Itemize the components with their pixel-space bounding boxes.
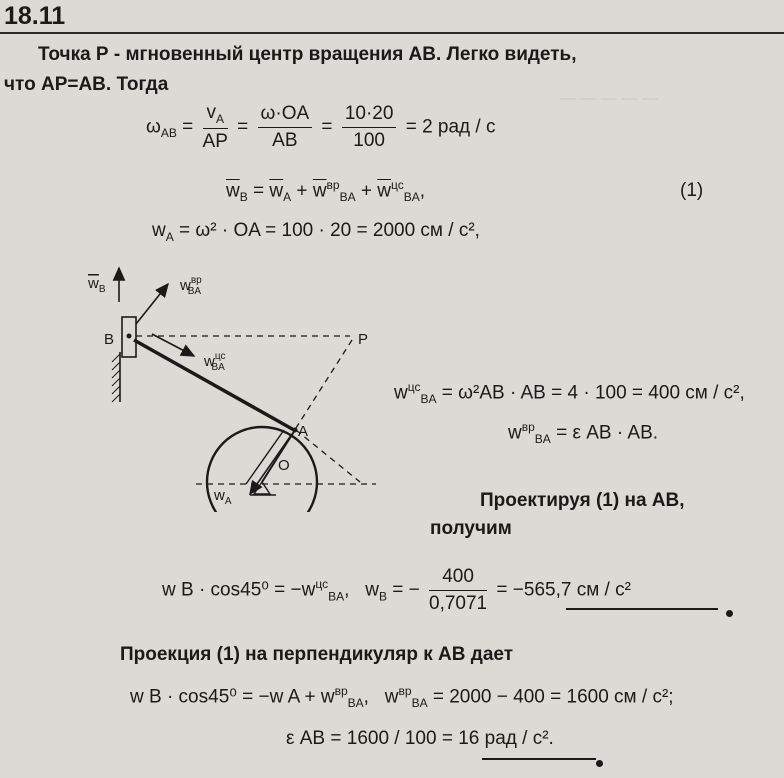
label-a: A [298, 423, 309, 440]
wa-equation: $w_A = \omega^2$ · OA = 100 · 20 = 2000 см / с², [152, 220, 480, 244]
point-b-dot [127, 334, 132, 339]
intro-line-2: что АР=АВ. Тогда [4, 74, 169, 95]
intro-line-1: Точка Р - мгновенный центр вращения АВ. Легко видеть, [38, 44, 577, 65]
label-b: B [104, 331, 115, 348]
equation-label: (1) [680, 180, 704, 201]
projection-equation-2: w B · cos45⁰ = −w $A + w^{вр}_{BA}$, $w^{вр}_{BA} = 2000 - 400 = 1600$ см / с²; [130, 684, 674, 711]
label-wba-cs: $w^{цс}$ BA [204, 351, 226, 373]
vector-equation: $\overline{w}_B = \overline{w}_A + \overline{w}^{вр}_{BA} + \overline{w}^{цс}_{BA}$, [226, 178, 426, 205]
projection-text-2: получим [430, 518, 512, 539]
point-a-dot [293, 428, 298, 433]
label-o: O [278, 457, 290, 474]
projection-equation-1: w $B \cdot \cos 45^0 = -w^{цс}_{BA}$, $w_B$ = − $\frac{400}{0,7071}$ = −565,7 см / с² [162, 566, 631, 614]
label-wba-vr: $w^{вр}$ BA [180, 275, 202, 297]
wall-hatch [112, 354, 120, 402]
epsilon-result: 16 рад / с². [458, 728, 554, 749]
projection-text-3: Проекция (1) на перпендикуляр к АВ дает [120, 644, 514, 665]
answer-dot-1 [726, 610, 733, 617]
dashed-pa [296, 340, 352, 428]
fraction-va-ap: $\frac{v_A}{AP}$ [202, 102, 228, 152]
wba-vr-vector [136, 284, 168, 324]
fraction-400: $\frac{400}{0,7071}$ [429, 566, 488, 614]
label-wa: $w_A$ [214, 487, 232, 507]
label-wb: $w_B$ [88, 275, 106, 295]
fraction-values: $\frac{10\cdot 20}{100}$ [342, 103, 397, 152]
header-rule [0, 32, 784, 34]
omega-equation: $\omega_{AB}$ = $\frac{v_A}{AP}$ = $\frac{\omega\cdot OA}{AB}$ = $\frac{10\cdot 20}{100}$ = 2 рад / с [146, 102, 496, 152]
label-p: P [358, 331, 369, 348]
projection-text-1: Проектируя (1) на АВ, [480, 490, 685, 511]
answer-dot-2 [596, 760, 603, 767]
fraction-omega-oa: $\frac{\omega\cdot OA}{AB}$ [258, 103, 313, 152]
wcs-equation: $w^{цс}_{BA} = \omega^2AB$ · AB = 4 · 100 = 400 см / с², [394, 380, 745, 407]
answer-underline-2 [482, 758, 596, 760]
bleed-through: — — — — — [560, 90, 658, 107]
answer-underline-1 [566, 608, 718, 610]
epsilon-equation: ε AB = 1600 / 100 = 16 рад / с². [286, 728, 554, 749]
wvr-equation: $w^{вр}_{BA} = \varepsilon$ AB · AB. [508, 420, 659, 447]
problem-number: 18.11 [4, 2, 66, 30]
